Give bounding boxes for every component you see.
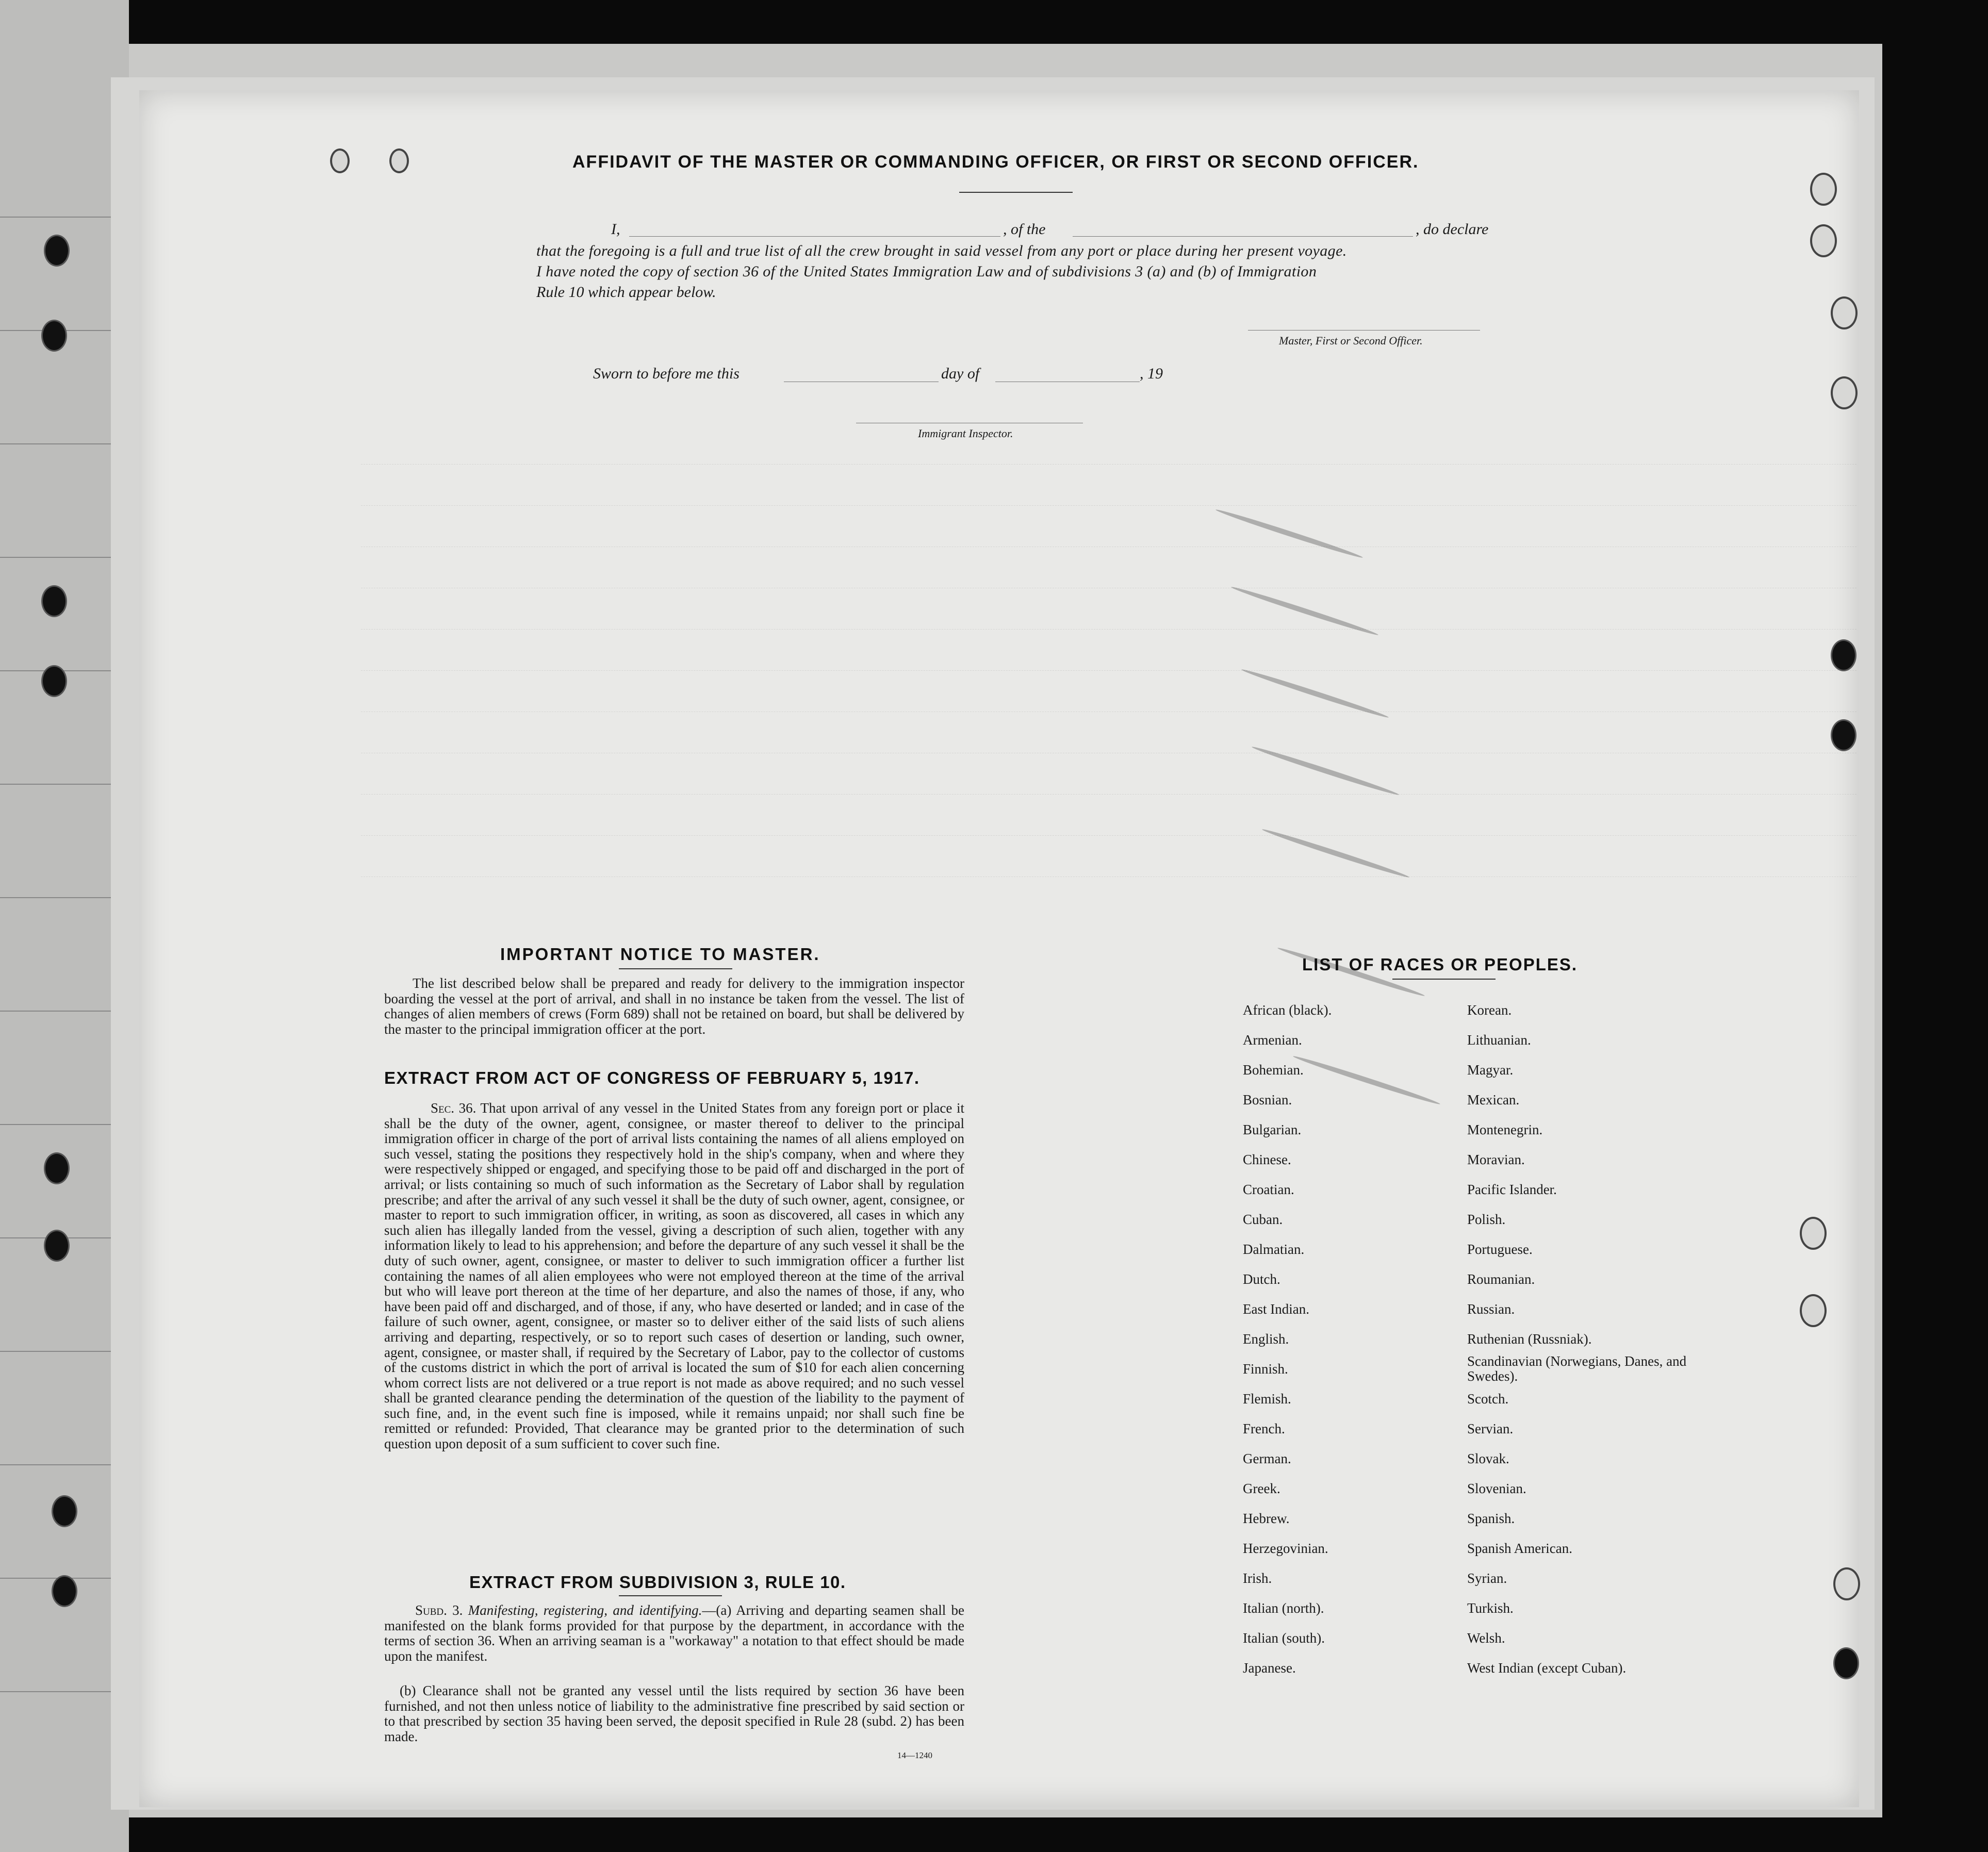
bleed-through-row: [361, 753, 1856, 760]
race-item: Italian (south).: [1243, 1630, 1325, 1646]
binding-hole: [1810, 173, 1837, 206]
officer-signature-caption: Master, First or Second Officer.: [1279, 334, 1423, 347]
binding-hole: [1810, 224, 1837, 257]
race-item: Roumanian.: [1467, 1271, 1535, 1287]
races-rule: [1392, 979, 1496, 980]
binding-hole: [330, 148, 350, 173]
race-item: Greek.: [1243, 1481, 1280, 1496]
act-heading: EXTRACT FROM ACT OF CONGRESS OF FEBRUARY 5, 1917.: [384, 1068, 920, 1087]
race-item: Chinese.: [1243, 1152, 1291, 1167]
title-rule: [959, 192, 1073, 193]
vessel-blank[interactable]: [1073, 236, 1413, 237]
binding-hole: [41, 665, 67, 697]
race-item: Montenegrin.: [1467, 1122, 1543, 1137]
race-item: African (black).: [1243, 1002, 1332, 1018]
binding-hole: [44, 1230, 70, 1262]
race-item: Ruthenian (Russniak).: [1467, 1331, 1592, 1347]
race-item: German.: [1243, 1451, 1291, 1466]
bleed-through-row: [361, 794, 1856, 802]
binding-hole: [389, 148, 409, 173]
race-item: Irish.: [1243, 1570, 1272, 1586]
race-item: French.: [1243, 1421, 1285, 1436]
rule-text-b: (b) Clearance shall not be granted any vessel until the lists required by section 36 have been furnished, and not then unless notice of liability to the administrative fine prescribed by said section or to that prescribed by section 35 having been served, the deposit specified in Rule 28 (subd. 2) has been made.: [384, 1683, 964, 1744]
binding-hole: [1800, 1217, 1827, 1250]
bleed-through-row: [361, 505, 1856, 513]
affidavit-body-line2: I have noted the copy of section 36 of the United States Immigration Law and of subdivisions 3 (a) and (b) of Immigration: [536, 263, 1317, 280]
notice-rule: [619, 968, 732, 969]
year-label: , 19: [1140, 365, 1163, 382]
binding-hole: [1831, 296, 1858, 329]
binding-hole: [1831, 719, 1856, 751]
race-item: Servian.: [1467, 1421, 1514, 1436]
race-item: Cuban.: [1243, 1212, 1283, 1227]
left-page-edge: [0, 0, 129, 1852]
binding-hole: [41, 585, 67, 617]
race-item: Russian.: [1467, 1301, 1515, 1317]
race-item: English.: [1243, 1331, 1289, 1347]
bleed-through-row: [361, 547, 1856, 554]
bleed-through-row: [361, 464, 1856, 472]
race-item: Spanish American.: [1467, 1541, 1572, 1556]
rule-rule: [619, 1595, 722, 1596]
race-item: Lithuanian.: [1467, 1032, 1531, 1048]
race-item: Magyar.: [1467, 1062, 1514, 1078]
binding-hole: [41, 320, 67, 352]
race-item: Polish.: [1467, 1212, 1506, 1227]
binding-hole: [1831, 376, 1858, 409]
race-item: Herzegovinian.: [1243, 1541, 1328, 1556]
race-item: West Indian (except Cuban).: [1467, 1660, 1626, 1676]
race-item: Spanish.: [1467, 1511, 1515, 1526]
race-item: Flemish.: [1243, 1391, 1291, 1407]
subd-label: Subd. 3.: [415, 1602, 463, 1618]
race-item: Italian (north).: [1243, 1600, 1324, 1616]
inspector-caption: Immigrant Inspector.: [918, 427, 1013, 440]
race-item: Bosnian.: [1243, 1092, 1292, 1107]
race-item: Japanese.: [1243, 1660, 1296, 1676]
race-item: Scandinavian (Norwegians, Danes, and Swedes).: [1467, 1353, 1687, 1384]
name-blank[interactable]: [629, 236, 1000, 237]
race-item: Dalmatian.: [1243, 1242, 1305, 1257]
races-heading: LIST OF RACES OR PEOPLES.: [1302, 955, 1578, 974]
notice-heading: IMPORTANT NOTICE TO MASTER.: [500, 945, 820, 964]
affidavit-i-label: I,: [611, 221, 620, 238]
subd-text-a: —(a) Arriving and departing seamen shall be manifested on the blank forms provided for that purpose by the department, in accordance with the terms of section 36. When an arriving seaman is a "workaway" a notation to that effect should be made upon the manifest.: [384, 1602, 964, 1664]
race-item: Pacific Islander.: [1467, 1182, 1557, 1197]
affidavit-title: AFFIDAVIT OF THE MASTER OR COMMANDING OFFICER, OR FIRST OR SECOND OFFICER.: [572, 152, 1419, 172]
form-number: 14—1240: [897, 1750, 932, 1760]
binding-hole: [44, 1152, 70, 1184]
binding-hole: [44, 235, 70, 267]
binding-hole: [52, 1575, 77, 1607]
rule-text-a: [384, 1603, 964, 1664]
rule-heading: EXTRACT FROM SUBDIVISION 3, RULE 10.: [469, 1573, 846, 1592]
race-item: East Indian.: [1243, 1301, 1309, 1317]
affidavit-body-line1: that the foregoing is a full and true list of all the crew brought in said vessel from any port or place during her present voyage.: [536, 242, 1347, 259]
day-of-label: day of: [941, 365, 980, 382]
race-item: Slovak.: [1467, 1451, 1509, 1466]
section-label: Sec. 36.: [431, 1100, 477, 1116]
sworn-label: Sworn to before me this: [593, 365, 740, 382]
race-item: Dutch.: [1243, 1271, 1280, 1287]
race-item: Armenian.: [1243, 1032, 1302, 1048]
race-item: Syrian.: [1467, 1570, 1507, 1586]
race-item: Croatian.: [1243, 1182, 1294, 1197]
bleed-through-row: [361, 629, 1856, 637]
bleed-through-row: [361, 877, 1856, 884]
notice-text: The list described below shall be prepared and ready for delivery to the immigration inspector boarding the vessel at the port of arrival, and shall in no instance be taken from the vessel. The list of changes of alien members of crews (Form 689) shall not be retained on board, but shall be delivered by the master to the principal immigration officer at the port.: [384, 975, 964, 1037]
binding-hole: [1833, 1567, 1860, 1600]
race-item: Finnish.: [1243, 1361, 1288, 1377]
binding-hole: [52, 1495, 77, 1527]
race-item: Portuguese.: [1467, 1242, 1533, 1257]
affidavit-body-line3: Rule 10 which appear below.: [536, 284, 716, 301]
races-left-column: [1243, 995, 1332, 1683]
subd-title: Manifesting, registering, and identifying.: [468, 1602, 702, 1618]
races-right-column: [1467, 995, 1689, 1683]
binding-hole: [1833, 1647, 1859, 1679]
race-item: Hebrew.: [1243, 1511, 1290, 1526]
race-item: Bulgarian.: [1243, 1122, 1302, 1137]
race-item: Welsh.: [1467, 1630, 1505, 1646]
race-item: Moravian.: [1467, 1152, 1525, 1167]
race-item: Slovenian.: [1467, 1481, 1526, 1496]
race-item: Mexican.: [1467, 1092, 1520, 1107]
bleed-through-row: [361, 670, 1856, 678]
bleed-through-row: [361, 712, 1856, 719]
bleed-through-row: [361, 588, 1856, 596]
section-36-text: That upon arrival of any vessel in the United States from any foreign port or place it shall be the duty of the owner, agent, consignee, or master thereof to deliver to the principal immigration officer in charge of the port of arrival lists containing the names of all aliens employed on such vessel, stating the positions they respectively hold in the ship's company, when and where they were respectively shipped or engaged, and specifying those to be paid off and discharged in the port of arrival; or lists containing so much of such information as the Secretary of Labor shall by regulation prescribe; and after the arrival of any such vessel it shall be the duty of such owner, agent, consignee, or master to report to such immigration officer, in writing, as soon as discovered, all cases in which any such alien has illegally landed from the vessel, giving a description of such alien, together with any information likely to lead to his apprehension; and before the departure of any such vessel it shall be the duty of such owner, agent, consignee, or master to deliver to such immigration officer a further list containing the names of all alien employees who were not employed thereon at the time of the arrival but who will leave port thereon at the time of her departure, and also the names of those, if any, who have been paid off and discharged, and of those, if any, who have deserted or landed; and in case of the failure of such owner, agent, consignee, or master so to deliver either of the said lists of such aliens arriving and departing, respectively, or so to report such cases of desertion or landing, such owner, agent, consignee, or master shall, if required by the Secretary of Labor, pay to the collector of customs of the customs district in which the port of arrival is located the sum of $10 for each alien concerning whom correct lists are not delivered or a true report is not made as above required; and no such vessel shall be granted clearance pending the determination of the question of the liability to the payment of such fine, and, in the event such fine is imposed, while it remains unpaid; nor shall such fine be remitted or refunded: Provided, That clearance may be granted prior to the determination of such question upon deposit of a sum sufficient to cover such fine.: [384, 1100, 964, 1452]
race-item: Turkish.: [1467, 1600, 1514, 1616]
affidavit-declare-label: , do declare: [1416, 221, 1489, 238]
race-item: Scotch.: [1467, 1391, 1509, 1407]
binding-hole: [1800, 1294, 1827, 1327]
act-text: [384, 1101, 964, 1452]
binding-hole: [1831, 639, 1856, 671]
race-item: Korean.: [1467, 1002, 1512, 1018]
affidavit-of-the-label: , of the: [1003, 221, 1046, 238]
race-item: Bohemian.: [1243, 1062, 1304, 1078]
bleed-through-row: [361, 835, 1856, 843]
